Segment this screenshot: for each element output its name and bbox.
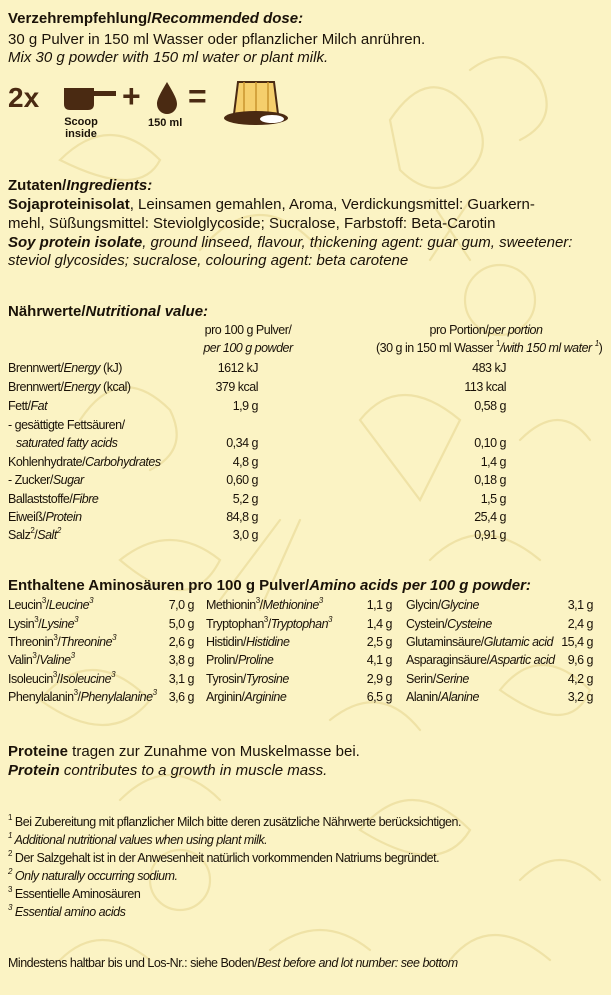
nutrition-value-portion: 25,4 g xyxy=(474,510,506,524)
nutrition-value-portion: 0,10 g xyxy=(474,436,506,450)
nutrition-row-label: Fett/Fat xyxy=(8,399,48,413)
amino-heading: Enthaltene Aminosäuren pro 100 g Pulver/Amino acids per 100 g powder: xyxy=(8,577,531,594)
amino-row-label: Threonin$^3$/Threonine$^3$ xyxy=(8,633,117,649)
ingredients-en-line1: Soy protein isolate, ground linseed, flavour, thickening agent: guar gum, sweetener: xyxy=(8,234,573,251)
best-before: Mindestens haltbar bis und Los-Nr.: siehe Boden/Best before and lot number: see bottom xyxy=(8,956,458,970)
nutrition-value-100g: 0,34 g xyxy=(226,436,258,450)
nutrition-value-100g: 379 kcal xyxy=(215,380,258,394)
amino-row-label: Methionin$^3$/Methionine$^3$ xyxy=(206,596,323,612)
nutrition-row-label: Brennwert/Energy (kJ) xyxy=(8,361,122,375)
ingredients-heading: Zutaten/Ingredients: xyxy=(8,177,153,194)
nutrition-col1-header-de: pro 100 g Pulver/ xyxy=(204,323,292,337)
amino-row-label: Cystein/Cysteine xyxy=(406,617,492,631)
nutrition-value-portion: 1,5 g xyxy=(480,492,506,506)
amino-row-value: 2,4 g xyxy=(567,617,593,631)
amino-row-value: 1,4 g xyxy=(366,617,392,631)
amino-row-label: Lysin$^3$/Lysine$^3$ xyxy=(8,615,79,631)
nutrition-row-label: Eiweiß/Protein xyxy=(8,510,82,524)
scoop-icon xyxy=(60,84,118,114)
nutrition-row-label: - gesättigte Fettsäuren/ xyxy=(8,418,125,432)
nutrition-value-portion: 0,18 g xyxy=(474,473,506,487)
scoop-label: Scoop inside xyxy=(64,116,98,140)
ingredients-de-line1: Sojaproteinisolat, Leinsamen gemahlen, Aroma, Verdickungsmittel: Guarkern- xyxy=(8,196,535,213)
amino-row-value: 3,6 g xyxy=(168,690,194,704)
amino-row-value: 3,8 g xyxy=(168,653,194,667)
nutrition-col2-header: pro Portion/per portion xyxy=(429,323,543,337)
nutrition-row-label: Kohlenhydrate/Carbohydrates xyxy=(8,455,161,469)
amino-row-value: 2,6 g xyxy=(168,635,194,649)
nutrition-value-100g: 5,2 g xyxy=(232,492,258,506)
nutrition-value-100g: 84,8 g xyxy=(226,510,258,524)
nutrition-row-label: Brennwert/Energy (kcal) xyxy=(8,380,131,394)
dose-heading: Verzehrempfehlung/Recommended dose: xyxy=(8,10,304,27)
nutrition-value-portion: 113 kcal xyxy=(464,380,506,394)
equals-icon: = xyxy=(188,78,207,114)
nutrition-heading: Nährwerte/Nutritional value: xyxy=(8,303,209,320)
amino-row-value: 15,4 g xyxy=(561,635,593,649)
amino-row-label: Asparaginsäure/Aspartic acid xyxy=(406,653,555,667)
amino-row-label: Tyrosin/Tyrosine xyxy=(206,672,289,686)
nutrition-row-label: saturated fatty acids xyxy=(16,436,118,450)
nutrition-col2-subheader: (30 g in 150 ml Wasser $^1$/with 150 ml water $^1$) xyxy=(376,339,603,355)
amino-row-value: 2,5 g xyxy=(366,635,392,649)
footnote: $^1$ Additional nutritional values when using plant milk. xyxy=(8,831,268,847)
amino-row-label: Valin$^3$/Valine$^3$ xyxy=(8,651,75,667)
nutrition-row-label: - Zucker/Sugar xyxy=(8,473,84,487)
amino-row-value: 9,6 g xyxy=(567,653,593,667)
nutrition-value-portion: 0,91 g xyxy=(474,528,506,542)
nutrition-value-100g: 0,60 g xyxy=(226,473,258,487)
amino-row-value: 6,5 g xyxy=(366,690,392,704)
plus-icon: + xyxy=(122,78,141,114)
dose-text-en: Mix 30 g powder with 150 ml water or plant milk. xyxy=(8,49,329,66)
amino-row-label: Serin/Serine xyxy=(406,672,469,686)
amino-row-label: Arginin/Arginine xyxy=(206,690,287,704)
amino-row-label: Tryptophan$^3$/Tryptophan$^3$ xyxy=(206,615,332,631)
amino-row-label: Leucin$^3$/Leucine$^3$ xyxy=(8,596,94,612)
amino-row-label: Phenylalanin$^3$/Phenylalanine$^3$ xyxy=(8,688,157,704)
footnote: $^3$ Essentielle Aminosäuren xyxy=(8,885,141,901)
amino-row-label: Prolin/Proline xyxy=(206,653,274,667)
nutrition-value-portion: 0,58 g xyxy=(474,399,506,413)
footnote: $^3$ Essential amino acids xyxy=(8,903,126,919)
nutrition-row-label: Ballaststoffe/Fibre xyxy=(8,492,99,506)
ingredients-en-line2: steviol glycosides; sucralose, colouring agent: beta carotene xyxy=(8,252,409,269)
nutrition-value-100g: 1612 kJ xyxy=(217,361,258,375)
amino-row-value: 3,1 g xyxy=(168,672,194,686)
nutrition-value-100g: 4,8 g xyxy=(232,455,258,469)
amino-row-value: 1,1 g xyxy=(366,598,392,612)
amino-row-label: Glycin/Glycine xyxy=(406,598,479,612)
amino-row-value: 7,0 g xyxy=(168,598,194,612)
nutrition-value-100g: 3,0 g xyxy=(232,528,258,542)
nutrition-col1-header-en: per 100 g powder xyxy=(203,341,293,355)
amino-row-label: Glutaminsäure/Glutamic acid xyxy=(406,635,554,649)
dose-text-de: 30 g Pulver in 150 ml Wasser oder pflanzlicher Milch anrühren. xyxy=(8,31,426,48)
amino-row-value: 4,2 g xyxy=(567,672,593,686)
amino-row-label: Alanin/Alanine xyxy=(406,690,479,704)
water-label: 150 ml xyxy=(148,117,183,129)
ingredients-de-line2: mehl, Süßungsmittel: Steviolglycoside; Sucralose, Farbstoff: Beta-Carotin xyxy=(8,215,496,232)
claim-de: Proteine tragen zur Zunahme von Muskelmasse bei. xyxy=(8,743,360,760)
footnote: $^1$ Bei Zubereitung mit pflanzlicher Milch bitte deren zusätzliche Nährwerte berücksichtigen. xyxy=(8,813,461,829)
footnote: $^2$ Der Salzgehalt ist in der Anwesenheit natürlich vorkommenden Natriums begründet. xyxy=(8,849,440,865)
water-drop-icon xyxy=(154,80,180,114)
claim-en: Protein contributes to a growth in muscle mass. xyxy=(8,762,328,779)
nutrition-value-portion: 1,4 g xyxy=(480,455,506,469)
nutrition-value-100g: 1,9 g xyxy=(232,399,258,413)
amino-row-value: 3,2 g xyxy=(567,690,593,704)
pudding-icon xyxy=(222,76,294,128)
amino-row-value: 5,0 g xyxy=(168,617,194,631)
amino-row-value: 4,1 g xyxy=(366,653,392,667)
dose-multiplier: 2x xyxy=(8,82,40,113)
amino-row-value: 2,9 g xyxy=(366,672,392,686)
footnote: $^2$ Only naturally occurring sodium. xyxy=(8,867,178,883)
amino-row-value: 3,1 g xyxy=(567,598,593,612)
nutrition-value-portion: 483 kJ xyxy=(472,361,506,375)
amino-row-label: Isoleucin$^3$/Isoleucine$^3$ xyxy=(8,670,116,686)
amino-row-label: Histidin/Histidine xyxy=(206,635,290,649)
nutrition-row-label: Salz$^2$/Salt$^2$ xyxy=(8,526,61,542)
